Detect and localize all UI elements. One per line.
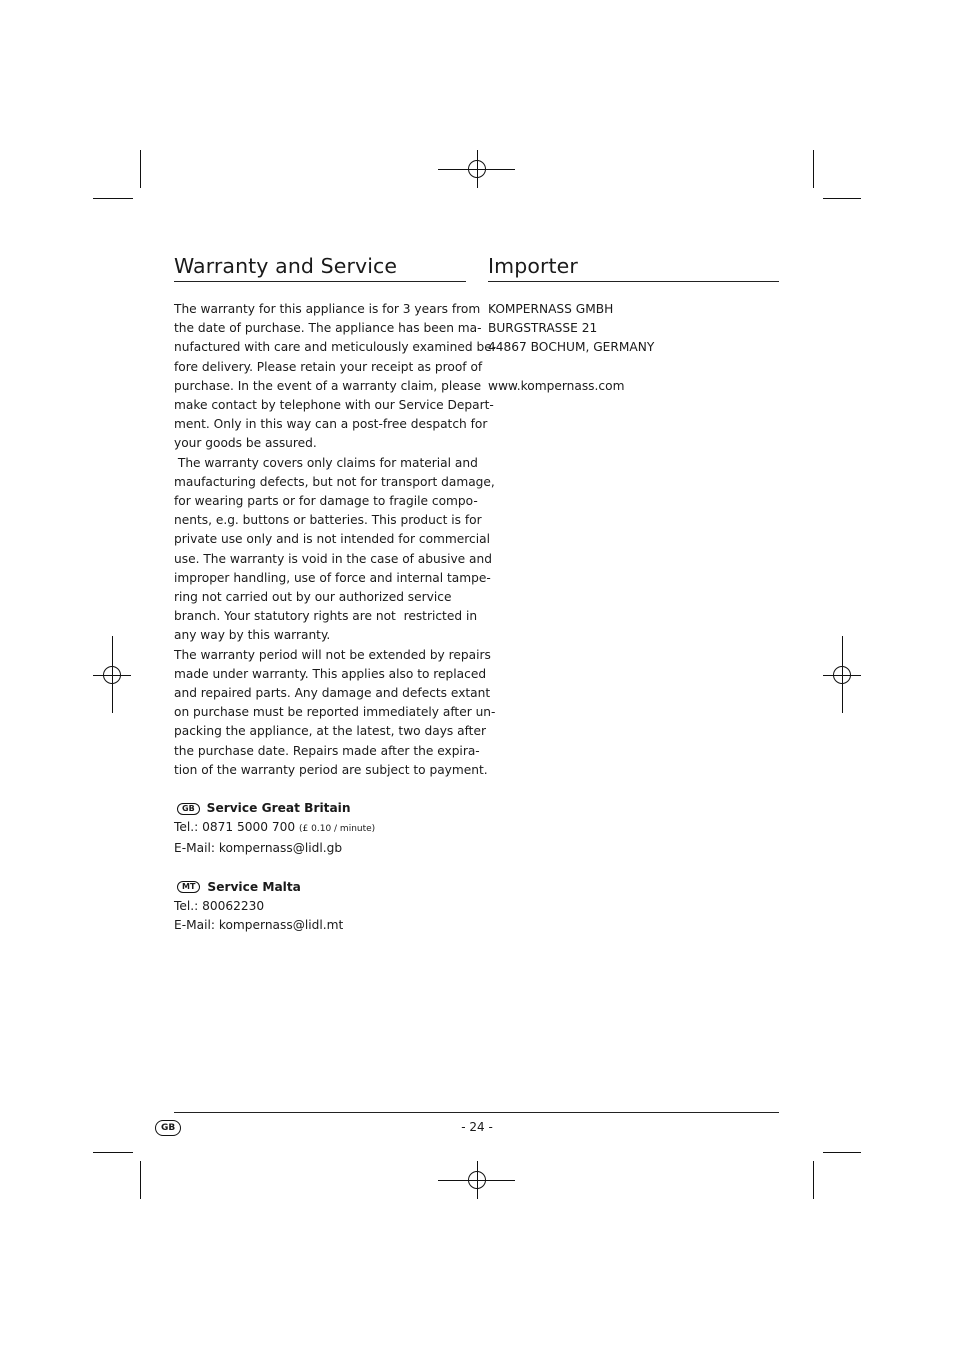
service-gb-phone-line [174, 818, 466, 839]
crop-mark [93, 1152, 133, 1153]
mt-country-badge: MT [177, 881, 200, 893]
warranty-line: fore delivery. Please retain your receipt as proof of [174, 359, 483, 374]
warranty-line: your goods be assured. [174, 436, 317, 451]
warranty-line: any way by this warranty. [174, 628, 331, 643]
service-gb-email: E-Mail: kompernass@lidl.gb [174, 841, 343, 856]
warranty-line: branch. Your statutory rights are not restricted in [174, 609, 478, 624]
warranty-line: on purchase must be reported immediately after un- [174, 705, 496, 720]
crop-mark [823, 198, 861, 199]
service-gb-heading [174, 799, 466, 818]
warranty-section [174, 252, 497, 935]
crop-mark [813, 1161, 814, 1199]
importer-website: www.kompernass.com [488, 378, 625, 393]
footer-divider [174, 1112, 779, 1113]
service-mt-email: E-Mail: kompernass@lidl.mt [174, 918, 344, 933]
importer-address [488, 300, 779, 358]
warranty-line: nufactured with care and meticulously examined be- [174, 340, 497, 355]
warranty-line: for wearing parts or for damage to fragile compo- [174, 494, 478, 509]
warranty-line: maufacturing defects, but not for transport damage, [174, 474, 495, 489]
service-gb-phone-rate: (£ 0.10 / minute) [299, 824, 376, 835]
crop-mark [93, 198, 133, 199]
registration-circle [468, 160, 486, 178]
warranty-line: private use only and is not intended for commercial [174, 532, 490, 547]
importer-title: Importer [488, 252, 779, 282]
service-mt-heading [174, 878, 466, 897]
warranty-line: nents, e.g. buttons or batteries. This product is for [174, 513, 482, 528]
registration-circle [103, 666, 121, 684]
service-gb [174, 799, 466, 859]
importer-city: 44867 BOCHUM, GERMANY [488, 340, 655, 355]
service-gb-title: Service Great Britain [206, 801, 351, 816]
footer-gb-badge: GB [155, 1120, 181, 1136]
service-mt [174, 878, 466, 936]
warranty-line: ring not carried out by our authorized service [174, 590, 452, 605]
warranty-line: the date of purchase. The appliance has been ma- [174, 321, 482, 336]
importer-street: BURGSTRASSE 21 [488, 321, 598, 336]
gb-country-badge: GB [177, 803, 200, 815]
importer-section [488, 252, 779, 396]
service-gb-phone: Tel.: 0871 5000 700 [174, 820, 296, 835]
crop-mark [140, 150, 141, 188]
warranty-line: purchase. In the event of a warranty claim, please [174, 378, 482, 393]
warranty-body [174, 300, 497, 780]
warranty-title: Warranty and Service [174, 252, 466, 282]
warranty-line: The warranty for this appliance is for 3 years from [174, 302, 481, 316]
crop-mark [823, 1152, 861, 1153]
crop-mark [813, 150, 814, 188]
warranty-line: packing the appliance, at the latest, two days after [174, 724, 486, 739]
crop-mark [140, 1161, 141, 1199]
warranty-line: use. The warranty is void in the case of abusive and [174, 551, 492, 566]
service-mt-title: Service Malta [207, 879, 301, 894]
warranty-line: the purchase date. Repairs made after the expira- [174, 743, 480, 758]
warranty-line: tion of the warranty period are subject to payment. [174, 762, 488, 777]
page-number: - 24 - [461, 1120, 493, 1134]
registration-circle [468, 1171, 486, 1189]
warranty-line: ment. Only in this way can a post-free despatch for [174, 417, 488, 432]
service-mt-phone: Tel.: 80062230 [174, 898, 265, 913]
warranty-line: made under warranty. This applies also to replaced [174, 666, 487, 681]
warranty-line: improper handling, use of force and internal tampe- [174, 570, 491, 585]
registration-circle [833, 666, 851, 684]
warranty-line: The warranty period will not be extended by repairs [174, 647, 491, 662]
importer-company: KOMPERNASS GMBH [488, 302, 614, 316]
warranty-line: and repaired parts. Any damage and defects extant [174, 686, 491, 701]
warranty-line: The warranty covers only claims for material and [174, 455, 478, 470]
warranty-line: make contact by telephone with our Service Depart- [174, 398, 494, 413]
